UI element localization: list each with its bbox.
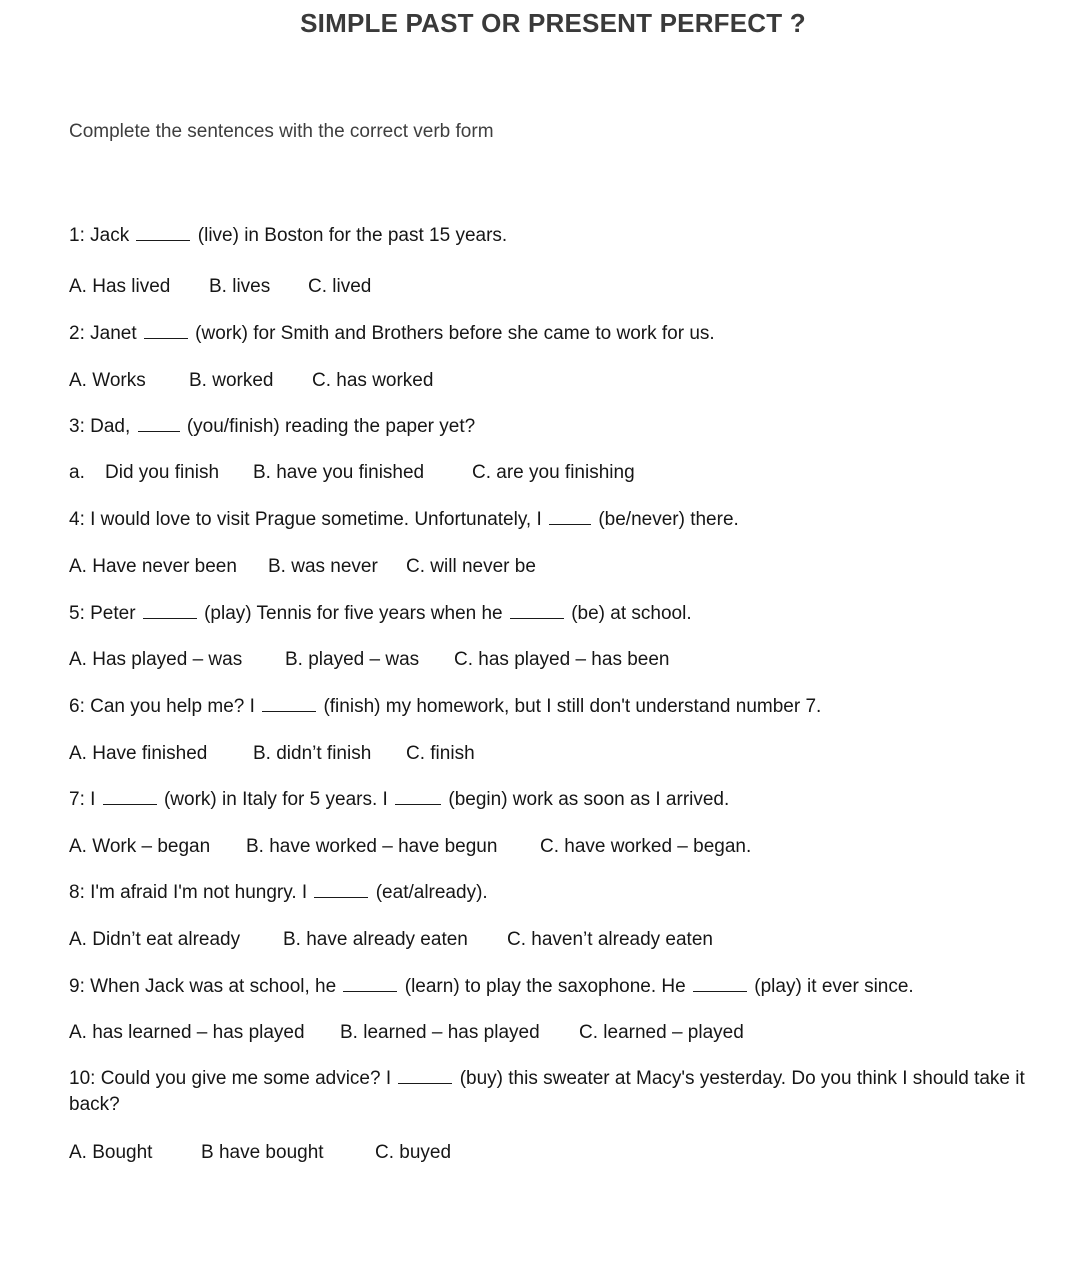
answer-blank [262, 710, 316, 712]
answer-blank [103, 803, 157, 805]
option-b: B. was never [268, 556, 378, 577]
option-c: C. learned – played [579, 1022, 744, 1043]
option-a: A. Works [69, 370, 146, 391]
question-8 [69, 882, 488, 904]
question-9-options [69, 1022, 744, 1044]
question-9-prefix: 9: When Jack was at school, he [69, 976, 337, 997]
option-c: C. finish [406, 743, 475, 764]
option-c: C. has played – has been [454, 649, 670, 670]
answer-blank [343, 990, 397, 992]
question-7 [69, 789, 729, 811]
question-5-options [69, 649, 670, 671]
option-b: B. have already eaten [283, 929, 468, 950]
instructions: Complete the sentences with the correct verb form [69, 121, 494, 142]
answer-blank [398, 1082, 452, 1084]
option-a: A. Didn’t eat already [69, 929, 241, 950]
question-6-prefix: 6: Can you help me? I [69, 696, 255, 717]
question-5-text-2: (be) at school. [571, 603, 692, 624]
option-a: A. has learned – has played [69, 1022, 305, 1043]
answer-blank [144, 337, 188, 339]
question-4 [69, 509, 739, 531]
question-6-options [69, 743, 475, 765]
question-6 [69, 696, 821, 718]
option-c: C. has worked [312, 370, 434, 391]
answer-blank [693, 990, 747, 992]
question-10-text: (buy) this sweater at Macy's yesterday. Do you think I should take it back? [69, 1068, 1025, 1115]
option-c: C. have worked – began. [540, 836, 752, 857]
question-5 [69, 603, 692, 625]
option-b: B. worked [189, 370, 274, 391]
question-1 [69, 225, 507, 247]
option-a: Did you finish [105, 462, 220, 483]
question-1-options [69, 276, 371, 298]
option-a: A. Bought [69, 1142, 153, 1163]
question-4-prefix: 4: I would love to visit Prague sometime. Unfortunately, I [69, 509, 542, 530]
question-5-text-1: (play) Tennis for five years when he [204, 603, 503, 624]
option-a: A. Work – began [69, 836, 211, 857]
option-a: A. Has played – was [69, 649, 243, 670]
question-3-prefix: 3: Dad, [69, 416, 131, 437]
option-a: A. Has lived [69, 276, 171, 297]
question-3-options [69, 462, 635, 484]
answer-blank [510, 617, 564, 619]
question-3 [69, 416, 475, 438]
question-2-options [69, 370, 433, 392]
question-8-text: (eat/already). [375, 882, 488, 903]
option-c: C. buyed [375, 1142, 452, 1163]
question-2 [69, 323, 715, 345]
question-2-text: (work) for Smith and Brothers before she came to work for us. [195, 323, 715, 344]
question-9-text-1: (learn) to play the saxophone. He [404, 976, 686, 997]
question-10-prefix: 10: Could you give me some advice? I [69, 1068, 392, 1089]
question-9 [69, 976, 914, 998]
question-7-options [69, 836, 751, 858]
question-7-text-2: (begin) work as soon as I arrived. [448, 789, 730, 810]
option-b: B. have you finished [253, 462, 425, 483]
option-b: B. have worked – have begun [246, 836, 498, 857]
answer-blank [138, 430, 180, 432]
option-c: C. are you finishing [472, 462, 635, 483]
question-8-options [69, 929, 713, 951]
option-c: C. will never be [406, 556, 536, 577]
option-c: C. haven’t already eaten [507, 929, 713, 950]
question-7-text-1: (work) in Italy for 5 years. I [163, 789, 388, 810]
question-10 [69, 1066, 1029, 1118]
option-a-label: a. [69, 462, 85, 483]
question-8-prefix: 8: I'm afraid I'm not hungry. I [69, 882, 308, 903]
question-1-prefix: 1: Jack [69, 225, 130, 246]
option-a: A. Have finished [69, 743, 208, 764]
option-b: B have bought [201, 1142, 324, 1163]
question-9-text-2: (play) it ever since. [754, 976, 914, 997]
question-4-text: (be/never) there. [598, 509, 739, 530]
question-6-text: (finish) my homework, but I still don't understand number 7. [323, 696, 822, 717]
option-b: B. played – was [285, 649, 420, 670]
answer-blank [549, 523, 591, 525]
option-b: B. learned – has played [340, 1022, 540, 1043]
answer-blank [395, 803, 441, 805]
option-c: C. lived [308, 276, 372, 297]
option-b: B. didn’t finish [253, 743, 372, 764]
question-1-text: (live) in Boston for the past 15 years. [197, 225, 508, 246]
option-a: A. Have never been [69, 556, 237, 577]
question-7-prefix: 7: I [69, 789, 96, 810]
question-2-prefix: 2: Janet [69, 323, 137, 344]
answer-blank [143, 617, 197, 619]
answer-blank [314, 896, 368, 898]
question-3-text: (you/finish) reading the paper yet? [186, 416, 476, 437]
worksheet-title: SIMPLE PAST OR PRESENT PERFECT ? [300, 8, 806, 38]
answer-blank [136, 239, 190, 241]
option-b: B. lives [209, 276, 271, 297]
question-5-prefix: 5: Peter [69, 603, 136, 624]
question-10-options [69, 1142, 451, 1164]
question-4-options [69, 556, 536, 578]
